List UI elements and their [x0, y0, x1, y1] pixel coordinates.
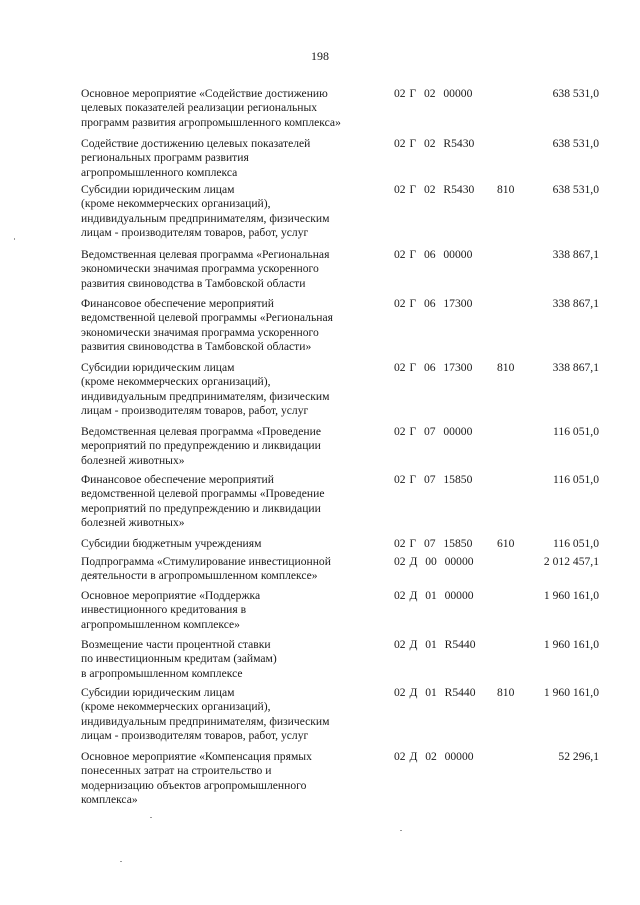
scan-speck — [120, 861, 122, 862]
row-name: Субсидии юридическим лицам (кроме некоммерческих организаций), индивидуальным предпринимателям, физическим лицам - производителям товаров, работ, услуг — [81, 183, 330, 240]
row-name: Финансовое обеспечение мероприятий ведомственной целевой программы «Проведение мероприятий по предупреждению и ликвидации болезней животных» — [81, 473, 325, 530]
scan-speck — [150, 817, 152, 818]
row-name: Возмещение части процентной ставки по инвестиционным кредитам (займам) в агропромышленном комплексе — [81, 638, 277, 680]
row-name: Субсидии юридическим лицам (кроме некоммерческих организаций), индивидуальным предпринимателям, физическим лицам - производителям товаров, работ, услуг — [81, 361, 330, 418]
row-sum: 338 867,1 — [552, 248, 599, 261]
row-name: Подпрограмма «Стимулирование инвестиционной деятельности в агропромышленном комплексе» — [81, 555, 331, 583]
row-name: Основное мероприятие «Компенсация прямых понесенных затрат на строительство и модернизацию объектов агропромышленного комплекса» — [81, 750, 312, 807]
row-name: Ведомственная целевая программа «Проведение мероприятий по предупреждению и ликвидации болезней животных» — [81, 425, 321, 467]
row-sum: 1 960 161,0 — [543, 638, 599, 651]
row-sum: 638 531,0 — [552, 87, 599, 100]
row-code: 02 Г 07 15850 — [394, 537, 473, 550]
row-sum: 116 051,0 — [553, 473, 599, 486]
row-name: Содействие достижению целевых показателей региональных программ развития агропромышленного комплекса — [81, 137, 311, 179]
row-sum: 116 051,0 — [553, 425, 599, 438]
row-code: 02 Г 02 00000 — [394, 87, 473, 100]
row-sum: 638 531,0 — [552, 183, 599, 196]
scan-speck — [400, 830, 402, 831]
row-code: 02 Г 02 R5430 — [394, 183, 475, 196]
page-number: 198 — [311, 49, 329, 63]
row-code: 02 Г 07 15850 — [394, 473, 473, 486]
row-sum: 116 051,0 — [553, 537, 599, 550]
row-code: 02 Г 06 17300 — [394, 297, 473, 310]
row-name: Основное мероприятие «Поддержка инвестиционного кредитования в агропромышленном комплексе» — [81, 589, 261, 631]
row-sum: 338 867,1 — [552, 297, 599, 310]
scan-speck — [14, 238, 15, 240]
row-code: 02 Д 01 R5440 — [394, 686, 476, 699]
row-name: Ведомственная целевая программа «Региональная экономически значимая программа ускоренного развития свиноводства в Тамбовской области — [81, 248, 330, 290]
row-name: Основное мероприятие «Содействие достижению целевых показателей реализации региональных программ развития агропромышленного комплекса» — [81, 87, 341, 129]
row-code: 02 Г 02 R5430 — [394, 137, 475, 150]
row-name: Финансовое обеспечение мероприятий ведомственной целевой программы «Региональная экономически значимая программа ускоренного развития свиноводства в Тамбовской области» — [81, 297, 333, 354]
row-sum: 638 531,0 — [552, 137, 599, 150]
row-expense-type: 610 — [497, 537, 515, 550]
row-code: 02 Д 01 R5440 — [394, 638, 476, 651]
row-expense-type: 810 — [497, 183, 515, 196]
row-code: 02 Г 07 00000 — [394, 425, 473, 438]
row-expense-type: 810 — [497, 686, 515, 699]
row-code: 02 Г 06 00000 — [394, 248, 473, 261]
row-sum: 1 960 161,0 — [543, 686, 599, 699]
row-name: Субсидии юридическим лицам (кроме некоммерческих организаций), индивидуальным предпринимателям, физическим лицам - производителям товаров, работ, услуг — [81, 686, 330, 743]
row-expense-type: 810 — [497, 361, 515, 374]
row-code: 02 Д 01 00000 — [394, 589, 474, 602]
row-code: 02 Г 06 17300 — [394, 361, 473, 374]
row-name: Субсидии бюджетным учреждениям — [81, 537, 262, 550]
row-sum: 52 296,1 — [558, 750, 599, 763]
row-sum: 1 960 161,0 — [543, 589, 599, 602]
row-sum: 2 012 457,1 — [543, 555, 599, 568]
row-sum: 338 867,1 — [552, 361, 599, 374]
row-code: 02 Д 00 00000 — [394, 555, 474, 568]
row-code: 02 Д 02 00000 — [394, 750, 474, 763]
